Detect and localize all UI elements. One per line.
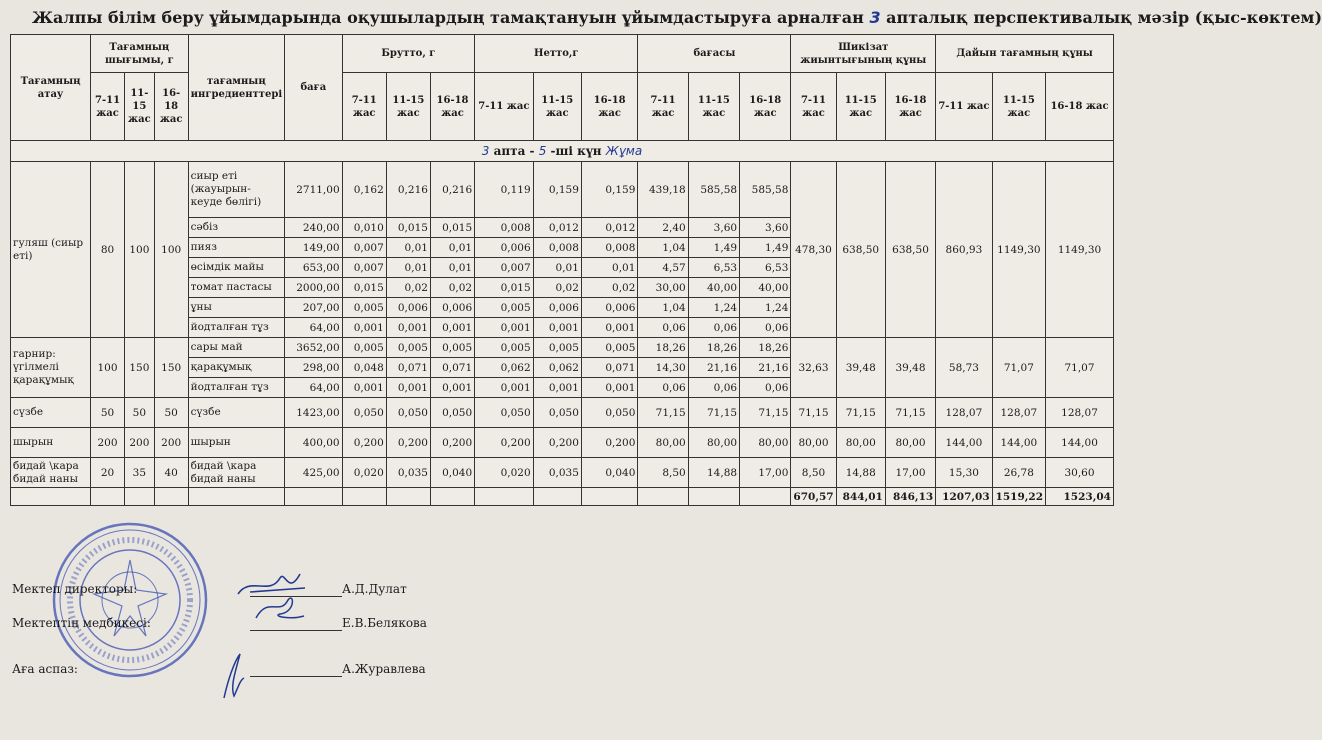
signature-name: А.Журавлева xyxy=(342,662,426,676)
signature-role: Мектептің медбикесі: xyxy=(12,616,151,630)
total-ready-day: 1519,22 xyxy=(992,488,1045,506)
ready-day-value: 144,00 xyxy=(1046,428,1114,458)
header-ingredients: тағамның ингредиенттері xyxy=(188,35,285,141)
signature-director xyxy=(12,582,407,596)
brutto-value: 0,005 xyxy=(430,338,474,358)
netto-value: 0,119 xyxy=(475,162,534,218)
netto-value: 0,050 xyxy=(581,398,638,428)
ready-day-value: 128,07 xyxy=(1046,398,1114,428)
header-age-0: 7-11 жас xyxy=(638,73,688,141)
netto-value: 0,008 xyxy=(475,218,534,238)
total-ready-day: 1207,03 xyxy=(936,488,992,506)
raw-day-value: 71,15 xyxy=(836,398,885,428)
raw-day-value: 638,50 xyxy=(885,162,935,338)
ingredient-price: 64,00 xyxy=(285,378,343,398)
netto-value: 0,005 xyxy=(475,298,534,318)
cost-value: 439,18 xyxy=(638,162,688,218)
netto-value: 0,050 xyxy=(533,398,581,428)
header-age-0: 7-11 жас xyxy=(475,73,534,141)
empty-cell xyxy=(11,488,91,506)
cost-value: 80,00 xyxy=(688,428,739,458)
ready-day-value: 1149,30 xyxy=(1046,162,1114,338)
ready-day-value: 26,78 xyxy=(992,458,1045,488)
portion-value: 40 xyxy=(154,458,188,488)
document-title xyxy=(32,8,1322,27)
empty-cell xyxy=(342,488,386,506)
cost-value: 1,49 xyxy=(688,238,739,258)
brutto-value: 0,001 xyxy=(430,318,474,338)
empty-cell xyxy=(740,488,791,506)
brutto-value: 0,040 xyxy=(430,458,474,488)
ready-day-value: 128,07 xyxy=(992,398,1045,428)
day-label: -ші күн xyxy=(550,144,602,158)
brutto-value: 0,015 xyxy=(386,218,430,238)
header-price: баға xyxy=(285,35,343,141)
netto-value: 0,001 xyxy=(475,378,534,398)
portion-value: 150 xyxy=(124,338,154,398)
cost-value: 30,00 xyxy=(638,278,688,298)
ready-day-value: 71,07 xyxy=(992,338,1045,398)
ready-day-value: 71,07 xyxy=(1046,338,1114,398)
netto-value: 0,040 xyxy=(581,458,638,488)
cost-value: 8,50 xyxy=(638,458,688,488)
header-age-1: 11-15 жас xyxy=(836,73,885,141)
cost-value: 14,30 xyxy=(638,358,688,378)
ingredient-price: 3652,00 xyxy=(285,338,343,358)
netto-value: 0,006 xyxy=(581,298,638,318)
netto-value: 0,050 xyxy=(475,398,534,428)
header-age-0: 7-11 жас xyxy=(791,73,836,141)
cost-value: 18,26 xyxy=(688,338,739,358)
raw-day-value: 17,00 xyxy=(885,458,935,488)
brutto-value: 0,005 xyxy=(342,298,386,318)
portion-value: 35 xyxy=(124,458,154,488)
netto-value: 0,01 xyxy=(533,258,581,278)
table-row xyxy=(11,428,1114,458)
brutto-value: 0,01 xyxy=(386,258,430,278)
cost-value: 71,15 xyxy=(638,398,688,428)
menu-table xyxy=(10,34,1114,506)
header-portion: Тағамның шығымы, г xyxy=(91,35,189,73)
ingredient-name: сары май xyxy=(188,338,285,358)
portion-value: 50 xyxy=(91,398,125,428)
ingredient-name: шырын xyxy=(188,428,285,458)
ingredient-name: йодталған тұз xyxy=(188,318,285,338)
brutto-value: 0,216 xyxy=(430,162,474,218)
chef-signature xyxy=(210,650,250,702)
netto-value: 0,005 xyxy=(475,338,534,358)
cost-value: 21,16 xyxy=(688,358,739,378)
empty-cell xyxy=(188,488,285,506)
week-day-cell xyxy=(11,141,1114,162)
header-age-2: 16-18 жас xyxy=(581,73,638,141)
cost-value: 71,15 xyxy=(740,398,791,428)
cost-value: 0,06 xyxy=(638,318,688,338)
header-netto: Нетто,г xyxy=(475,35,638,73)
cost-value: 0,06 xyxy=(740,378,791,398)
cost-value: 1,04 xyxy=(638,238,688,258)
netto-value: 0,071 xyxy=(581,358,638,378)
brutto-value: 0,001 xyxy=(342,378,386,398)
title-handwritten-week: 3 xyxy=(869,8,881,27)
raw-day-value: 39,48 xyxy=(836,338,885,398)
header-dish-name: Тағамның атау xyxy=(11,35,91,141)
netto-value: 0,005 xyxy=(533,338,581,358)
ingredient-name: томат пастасы xyxy=(188,278,285,298)
ingredient-price: 240,00 xyxy=(285,218,343,238)
brutto-value: 0,02 xyxy=(430,278,474,298)
brutto-value: 0,005 xyxy=(342,338,386,358)
portion-value: 200 xyxy=(154,428,188,458)
raw-day-value: 80,00 xyxy=(836,428,885,458)
ready-day-value: 15,30 xyxy=(936,458,992,488)
ready-day-value: 860,93 xyxy=(936,162,992,338)
netto-value: 0,020 xyxy=(475,458,534,488)
netto-value: 0,001 xyxy=(581,318,638,338)
brutto-value: 0,006 xyxy=(386,298,430,318)
brutto-value: 0,020 xyxy=(342,458,386,488)
cost-value: 0,06 xyxy=(740,318,791,338)
signature-role: Аға аспаз: xyxy=(12,662,78,676)
brutto-value: 0,007 xyxy=(342,238,386,258)
ingredient-price: 2000,00 xyxy=(285,278,343,298)
netto-value: 0,008 xyxy=(581,238,638,258)
brutto-value: 0,01 xyxy=(386,238,430,258)
brutto-value: 0,006 xyxy=(430,298,474,318)
header-age-0: 7-11 жас xyxy=(342,73,386,141)
header-age-2: 16-18 жас xyxy=(885,73,935,141)
ready-day-value: 58,73 xyxy=(936,338,992,398)
header-age-1: 11-15 жас xyxy=(992,73,1045,141)
ready-day-value: 30,60 xyxy=(1046,458,1114,488)
netto-value: 0,062 xyxy=(475,358,534,378)
table-row xyxy=(11,338,1114,358)
brutto-value: 0,200 xyxy=(386,428,430,458)
cost-value: 4,57 xyxy=(638,258,688,278)
empty-cell xyxy=(285,488,343,506)
empty-cell xyxy=(386,488,430,506)
raw-day-value: 80,00 xyxy=(885,428,935,458)
cost-value: 80,00 xyxy=(740,428,791,458)
netto-value: 0,006 xyxy=(475,238,534,258)
netto-value: 0,006 xyxy=(533,298,581,318)
raw-day-value: 478,30 xyxy=(791,162,836,338)
netto-value: 0,008 xyxy=(533,238,581,258)
header-age-0: 7-11 жас xyxy=(936,73,992,141)
header-age-1: 11-15 жас xyxy=(386,73,430,141)
brutto-value: 0,050 xyxy=(342,398,386,428)
netto-value: 0,062 xyxy=(533,358,581,378)
ingredient-price: 400,00 xyxy=(285,428,343,458)
netto-value: 0,007 xyxy=(475,258,534,278)
netto-value: 0,200 xyxy=(581,428,638,458)
header-age-2: 16-18 жас xyxy=(154,73,188,141)
title-text-after: апталық перспективалық мәзір (қыс-көктем) xyxy=(886,8,1322,27)
dish-name: гуляш (сиыр еті) xyxy=(11,162,91,338)
ingredient-name: йодталған тұз xyxy=(188,378,285,398)
portion-value: 50 xyxy=(124,398,154,428)
day-number-handwritten: 5 xyxy=(538,144,547,158)
portion-value: 150 xyxy=(154,338,188,398)
cost-value: 17,00 xyxy=(740,458,791,488)
school-stamp xyxy=(50,520,210,680)
netto-value: 0,005 xyxy=(581,338,638,358)
empty-cell xyxy=(638,488,688,506)
total-ready-day: 1523,04 xyxy=(1046,488,1114,506)
cost-value: 1,49 xyxy=(740,238,791,258)
brutto-value: 0,001 xyxy=(342,318,386,338)
brutto-value: 0,01 xyxy=(430,238,474,258)
signature-name: А.Д.Дулат xyxy=(342,582,407,596)
brutto-value: 0,050 xyxy=(430,398,474,428)
netto-value: 0,001 xyxy=(533,378,581,398)
cost-value: 585,58 xyxy=(688,162,739,218)
ingredient-name: пияз xyxy=(188,238,285,258)
brutto-value: 0,200 xyxy=(342,428,386,458)
empty-cell xyxy=(475,488,534,506)
dish-name: гарнир: үгілмелі қарақұмық xyxy=(11,338,91,398)
header-raw-day: Шикізат жиынтығының құны xyxy=(791,35,936,73)
netto-value: 0,012 xyxy=(581,218,638,238)
ingredient-price: 2711,00 xyxy=(285,162,343,218)
cost-value: 21,16 xyxy=(740,358,791,378)
header-brutto: Брутто, г xyxy=(342,35,475,73)
brutto-value: 0,200 xyxy=(430,428,474,458)
title-text-before: Жалпы білім беру ұйымдарында оқушылардың тамақтануын ұйымдастыруға арналған xyxy=(32,8,864,27)
cost-value: 18,26 xyxy=(638,338,688,358)
brutto-value: 0,001 xyxy=(430,378,474,398)
netto-value: 0,159 xyxy=(581,162,638,218)
total-raw-day: 846,13 xyxy=(885,488,935,506)
header-age-1: 11-15 жас xyxy=(533,73,581,141)
netto-value: 0,012 xyxy=(533,218,581,238)
ingredient-name: сиыр еті (жауырын-кеуде бөлігі) xyxy=(188,162,285,218)
cost-value: 40,00 xyxy=(688,278,739,298)
raw-day-value: 32,63 xyxy=(791,338,836,398)
week-day-row xyxy=(11,141,1114,162)
cost-value: 40,00 xyxy=(740,278,791,298)
cost-value: 14,88 xyxy=(688,458,739,488)
week-number-handwritten: 3 xyxy=(481,144,490,158)
raw-day-value: 39,48 xyxy=(885,338,935,398)
cost-value: 18,26 xyxy=(740,338,791,358)
signature-chef xyxy=(12,662,426,676)
raw-day-value: 638,50 xyxy=(836,162,885,338)
ready-day-value: 128,07 xyxy=(936,398,992,428)
cost-value: 2,40 xyxy=(638,218,688,238)
brutto-value: 0,010 xyxy=(342,218,386,238)
portion-value: 20 xyxy=(91,458,125,488)
empty-cell xyxy=(581,488,638,506)
cost-value: 6,53 xyxy=(688,258,739,278)
netto-value: 0,02 xyxy=(533,278,581,298)
empty-cell xyxy=(430,488,474,506)
ingredient-price: 207,00 xyxy=(285,298,343,318)
empty-cell xyxy=(688,488,739,506)
raw-day-value: 71,15 xyxy=(885,398,935,428)
netto-value: 0,015 xyxy=(475,278,534,298)
table-row xyxy=(11,398,1114,428)
empty-cell xyxy=(533,488,581,506)
ingredient-price: 298,00 xyxy=(285,358,343,378)
netto-value: 0,200 xyxy=(533,428,581,458)
cost-value: 1,24 xyxy=(688,298,739,318)
week-label: апта - xyxy=(493,144,535,158)
signature-nurse xyxy=(12,616,427,630)
cost-value: 80,00 xyxy=(638,428,688,458)
header-age-1: 11-15 жас xyxy=(124,73,154,141)
header-cost: бағасы xyxy=(638,35,791,73)
brutto-value: 0,216 xyxy=(386,162,430,218)
cost-value: 0,06 xyxy=(688,378,739,398)
ingredient-price: 653,00 xyxy=(285,258,343,278)
brutto-value: 0,001 xyxy=(386,378,430,398)
ingredient-price: 149,00 xyxy=(285,238,343,258)
raw-day-value: 14,88 xyxy=(836,458,885,488)
brutto-value: 0,001 xyxy=(386,318,430,338)
table-row xyxy=(11,458,1114,488)
dish-name: сүзбе xyxy=(11,398,91,428)
cost-value: 6,53 xyxy=(740,258,791,278)
netto-value: 0,159 xyxy=(533,162,581,218)
total-raw-day: 844,01 xyxy=(836,488,885,506)
ingredient-price: 1423,00 xyxy=(285,398,343,428)
total-raw-day: 670,57 xyxy=(791,488,836,506)
ingredient-price: 64,00 xyxy=(285,318,343,338)
header-age-2: 16-18 жас xyxy=(430,73,474,141)
ingredient-name: ұны xyxy=(188,298,285,318)
empty-cell xyxy=(91,488,125,506)
ingredient-name: өсімдік майы xyxy=(188,258,285,278)
netto-value: 0,001 xyxy=(581,378,638,398)
brutto-value: 0,015 xyxy=(430,218,474,238)
brutto-value: 0,071 xyxy=(386,358,430,378)
cost-value: 585,58 xyxy=(740,162,791,218)
ingredient-price: 425,00 xyxy=(285,458,343,488)
empty-cell xyxy=(154,488,188,506)
ready-day-value: 1149,30 xyxy=(992,162,1045,338)
brutto-value: 0,050 xyxy=(386,398,430,428)
portion-value: 100 xyxy=(91,338,125,398)
portion-value: 100 xyxy=(124,162,154,338)
cost-value: 1,24 xyxy=(740,298,791,318)
signature-role: Мектеп директоры: xyxy=(12,582,138,596)
cost-value: 1,04 xyxy=(638,298,688,318)
cost-value: 0,06 xyxy=(638,378,688,398)
ingredient-name: бидай \кара бидай наны xyxy=(188,458,285,488)
dish-name: шырын xyxy=(11,428,91,458)
raw-day-value: 8,50 xyxy=(791,458,836,488)
ingredient-name: қарақұмық xyxy=(188,358,285,378)
ready-day-value: 144,00 xyxy=(992,428,1045,458)
table-row xyxy=(11,162,1114,218)
totals-row xyxy=(11,488,1114,506)
ready-day-value: 144,00 xyxy=(936,428,992,458)
brutto-value: 0,007 xyxy=(342,258,386,278)
weekday-handwritten: Жұма xyxy=(605,144,643,158)
brutto-value: 0,005 xyxy=(386,338,430,358)
netto-value: 0,02 xyxy=(581,278,638,298)
brutto-value: 0,162 xyxy=(342,162,386,218)
portion-value: 50 xyxy=(154,398,188,428)
ingredient-name: сүзбе xyxy=(188,398,285,428)
brutto-value: 0,035 xyxy=(386,458,430,488)
cost-value: 0,06 xyxy=(688,318,739,338)
header-age-2: 16-18 жас xyxy=(1046,73,1114,141)
netto-value: 0,200 xyxy=(475,428,534,458)
netto-value: 0,035 xyxy=(533,458,581,488)
dish-name: бидай \кара бидай наны xyxy=(11,458,91,488)
netto-value: 0,001 xyxy=(533,318,581,338)
brutto-value: 0,048 xyxy=(342,358,386,378)
portion-value: 100 xyxy=(154,162,188,338)
signature-name: Е.В.Белякова xyxy=(342,616,427,630)
cost-value: 3,60 xyxy=(740,218,791,238)
raw-day-value: 71,15 xyxy=(791,398,836,428)
header-age-1: 11-15 жас xyxy=(688,73,739,141)
ingredient-name: сәбіз xyxy=(188,218,285,238)
cost-value: 71,15 xyxy=(688,398,739,428)
netto-value: 0,001 xyxy=(475,318,534,338)
brutto-value: 0,01 xyxy=(430,258,474,278)
raw-day-value: 80,00 xyxy=(791,428,836,458)
empty-cell xyxy=(124,488,154,506)
header-age-2: 16-18 жас xyxy=(740,73,791,141)
brutto-value: 0,015 xyxy=(342,278,386,298)
netto-value: 0,01 xyxy=(581,258,638,278)
portion-value: 80 xyxy=(91,162,125,338)
header-age-0: 7-11 жас xyxy=(91,73,125,141)
portion-value: 200 xyxy=(91,428,125,458)
cost-value: 3,60 xyxy=(688,218,739,238)
brutto-value: 0,02 xyxy=(386,278,430,298)
brutto-value: 0,071 xyxy=(430,358,474,378)
header-ready-day: Дайын тағамның құны xyxy=(936,35,1114,73)
portion-value: 200 xyxy=(124,428,154,458)
